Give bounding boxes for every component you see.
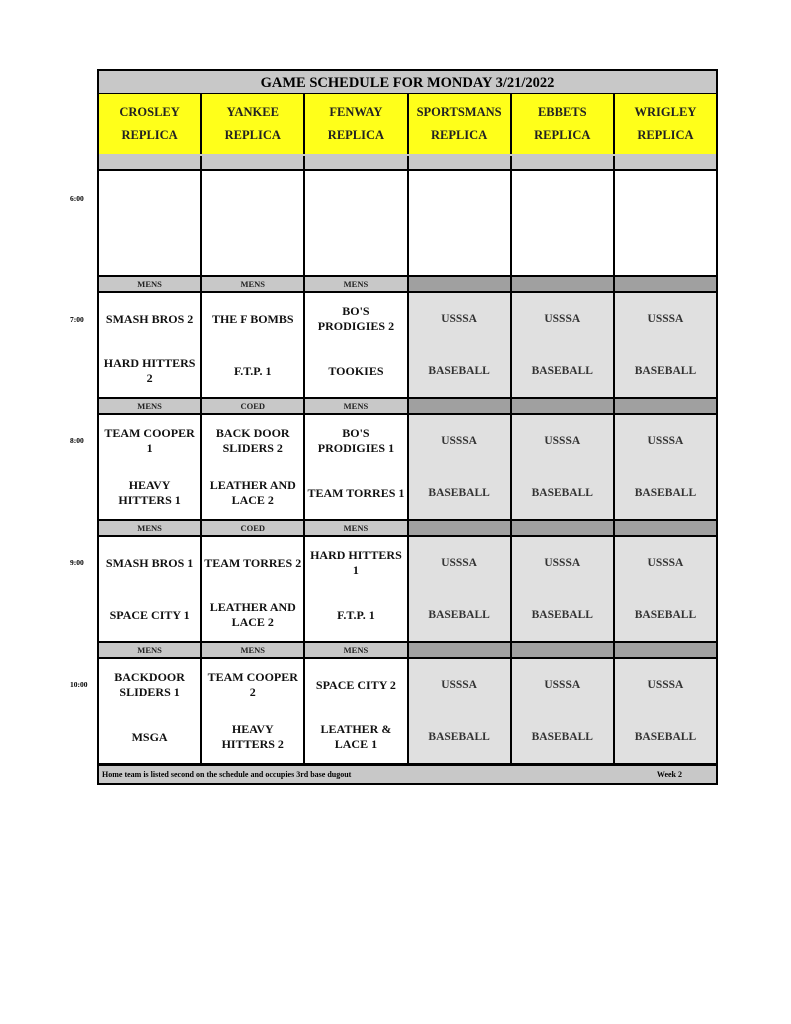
- division-cell: [99, 156, 202, 169]
- home-team: TEAM TORRES 1: [307, 485, 405, 500]
- game-cell: [305, 171, 408, 275]
- field-header-yankee: [202, 94, 305, 154]
- game-cell: [99, 537, 202, 641]
- game-cell: [202, 415, 305, 519]
- field-sub: REPLICA: [121, 128, 178, 142]
- reserved-top: USSSA: [647, 678, 684, 691]
- division-label: MENS: [305, 399, 408, 413]
- reserved-cell: [409, 659, 512, 763]
- reserved-top: USSSA: [647, 556, 684, 569]
- week-label: Week 2: [656, 770, 682, 779]
- home-team: MSGA: [131, 729, 168, 744]
- reserved-cell: [615, 537, 716, 641]
- field-sub: REPLICA: [224, 128, 281, 142]
- away-team: BACK DOOR SLIDERS 2: [215, 426, 290, 455]
- division-label: MENS: [305, 521, 408, 535]
- time-label-900: 9:00: [70, 558, 84, 567]
- game-cell: [305, 659, 408, 763]
- reserved-top: USSSA: [647, 312, 684, 325]
- field-sub: REPLICA: [534, 128, 591, 142]
- division-cell: [512, 156, 615, 169]
- time-label-600: 6:00: [70, 194, 84, 203]
- reserved-cell: [512, 537, 615, 641]
- reserved-top: USSSA: [441, 312, 477, 325]
- reserved-bottom: BASEBALL: [428, 486, 490, 499]
- game-cell: [409, 171, 512, 275]
- game-cell: [99, 415, 202, 519]
- division-label: MENS: [99, 643, 202, 657]
- division-cell: [512, 521, 615, 535]
- home-team: LEATHER AND LACE 2: [209, 600, 296, 629]
- time-label-700: 7:00: [70, 315, 84, 324]
- away-team: THE F BOMBS: [211, 311, 294, 326]
- game-cell: [99, 659, 202, 763]
- field-name: CROSLEY: [119, 105, 180, 119]
- division-label: COED: [202, 399, 305, 413]
- game-cell: [615, 171, 716, 275]
- reserved-top: USSSA: [544, 556, 581, 569]
- field-header-sportsmans: [409, 94, 512, 154]
- time-slot-1000: [99, 657, 716, 765]
- game-cell: [202, 537, 305, 641]
- division-cell: [409, 521, 512, 535]
- division-band-1000: [99, 643, 716, 657]
- reserved-bottom: BASEBALL: [531, 486, 593, 499]
- division-cell: [409, 643, 512, 657]
- game-cell: [512, 171, 615, 275]
- home-team: SPACE CITY 1: [109, 607, 190, 622]
- home-team: TOOKIES: [328, 363, 384, 378]
- home-team: HEAVY HITTERS 2: [221, 722, 284, 751]
- reserved-cell: [615, 415, 716, 519]
- reserved-bottom: BASEBALL: [428, 730, 490, 743]
- away-team: SPACE CITY 2: [315, 677, 396, 692]
- division-label: MENS: [305, 643, 408, 657]
- reserved-bottom: BASEBALL: [531, 608, 593, 621]
- division-label: MENS: [99, 277, 202, 291]
- field-header-wrigley: [615, 94, 716, 154]
- reserved-top: USSSA: [544, 312, 581, 325]
- reserved-top: USSSA: [544, 678, 581, 691]
- division-label: MENS: [202, 643, 305, 657]
- time-label-800: 8:00: [70, 436, 84, 445]
- reserved-bottom: BASEBALL: [634, 608, 697, 621]
- field-name: YANKEE: [226, 105, 279, 119]
- schedule-table: [97, 69, 718, 785]
- division-band-600: [99, 156, 716, 169]
- division-cell: [409, 399, 512, 413]
- away-team: TEAM TORRES 2: [204, 555, 302, 570]
- time-slot-800: [99, 413, 716, 521]
- reserved-cell: [615, 659, 716, 763]
- game-cell: [305, 537, 408, 641]
- reserved-top: USSSA: [441, 434, 477, 447]
- field-name: SPORTSMANS: [416, 105, 502, 119]
- division-label: MENS: [99, 521, 202, 535]
- reserved-bottom: BASEBALL: [531, 364, 593, 377]
- field-name: EBBETS: [537, 105, 587, 119]
- away-team: BACKDOOR SLIDERS 1: [114, 670, 185, 699]
- division-cell: [615, 643, 716, 657]
- field-name: WRIGLEY: [634, 105, 697, 119]
- division-cell: [512, 643, 615, 657]
- schedule-footer: [99, 764, 716, 783]
- reserved-top: USSSA: [544, 434, 581, 447]
- game-cell: [202, 293, 305, 397]
- division-cell: [615, 521, 716, 535]
- division-cell: [615, 277, 716, 291]
- time-slot-600: [99, 169, 716, 277]
- home-team: F.T.P. 1: [337, 607, 375, 622]
- reserved-cell: [409, 293, 512, 397]
- division-label: MENS: [99, 399, 202, 413]
- division-band-800: [99, 399, 716, 413]
- reserved-cell: [512, 293, 615, 397]
- division-cell: [409, 277, 512, 291]
- away-team: SMASH BROS 1: [105, 555, 194, 570]
- home-team: LEATHER & LACE 1: [320, 722, 392, 751]
- division-cell: [512, 277, 615, 291]
- division-label: COED: [202, 521, 305, 535]
- away-team: TEAM COOPER 1: [104, 426, 195, 455]
- home-team: F.T.P. 1: [233, 363, 272, 378]
- time-slot-900: [99, 535, 716, 643]
- reserved-bottom: BASEBALL: [428, 608, 490, 621]
- away-team: BO'S PRODIGIES 1: [317, 426, 395, 455]
- division-cell: [615, 399, 716, 413]
- field-sub: REPLICA: [430, 128, 488, 142]
- division-cell: [512, 399, 615, 413]
- game-cell: [305, 415, 408, 519]
- reserved-top: USSSA: [441, 678, 477, 691]
- field-header-fenway: [305, 94, 408, 154]
- away-team: BO'S PRODIGIES 2: [317, 304, 395, 333]
- home-team: HEAVY HITTERS 1: [118, 478, 181, 507]
- field-header-crosley: [99, 94, 202, 154]
- division-cell: [615, 156, 716, 169]
- reserved-cell: [409, 537, 512, 641]
- division-band-900: [99, 521, 716, 535]
- home-team: HARD HITTERS 2: [103, 356, 196, 385]
- field-header-ebbets: [512, 94, 615, 154]
- away-team: HARD HITTERS 1: [310, 548, 402, 577]
- field-name: FENWAY: [329, 105, 383, 119]
- game-cell: [99, 293, 202, 397]
- home-team: LEATHER AND LACE 2: [209, 478, 296, 507]
- reserved-cell: [512, 659, 615, 763]
- field-header-row: [99, 94, 716, 154]
- home-team-note: Home team is listed second on the schedule and occupies 3rd base dugout: [102, 770, 352, 779]
- reserved-top: USSSA: [647, 434, 684, 447]
- reserved-top: USSSA: [441, 556, 477, 569]
- schedule-title: GAME SCHEDULE FOR MONDAY 3/21/2022: [99, 71, 716, 94]
- reserved-bottom: BASEBALL: [428, 364, 490, 377]
- game-cell: [99, 171, 202, 275]
- reserved-cell: [512, 415, 615, 519]
- game-cell: [202, 659, 305, 763]
- division-band-700: [99, 277, 716, 291]
- reserved-bottom: BASEBALL: [634, 486, 697, 499]
- time-slot-700: [99, 291, 716, 399]
- field-sub: REPLICA: [327, 128, 385, 142]
- away-team: TEAM COOPER 2: [207, 670, 298, 699]
- time-label-1000: 10:00: [70, 680, 88, 689]
- game-cell: [202, 171, 305, 275]
- reserved-cell: [615, 293, 716, 397]
- reserved-bottom: BASEBALL: [634, 364, 697, 377]
- division-cell: [202, 156, 305, 169]
- away-team: SMASH BROS 2: [105, 311, 194, 326]
- field-sub: REPLICA: [637, 128, 694, 142]
- reserved-bottom: BASEBALL: [531, 730, 593, 743]
- reserved-cell: [409, 415, 512, 519]
- division-label: MENS: [202, 277, 305, 291]
- reserved-bottom: BASEBALL: [634, 730, 697, 743]
- game-cell: [305, 293, 408, 397]
- division-cell: [305, 156, 408, 169]
- division-label: MENS: [305, 277, 408, 291]
- division-cell: [409, 156, 512, 169]
